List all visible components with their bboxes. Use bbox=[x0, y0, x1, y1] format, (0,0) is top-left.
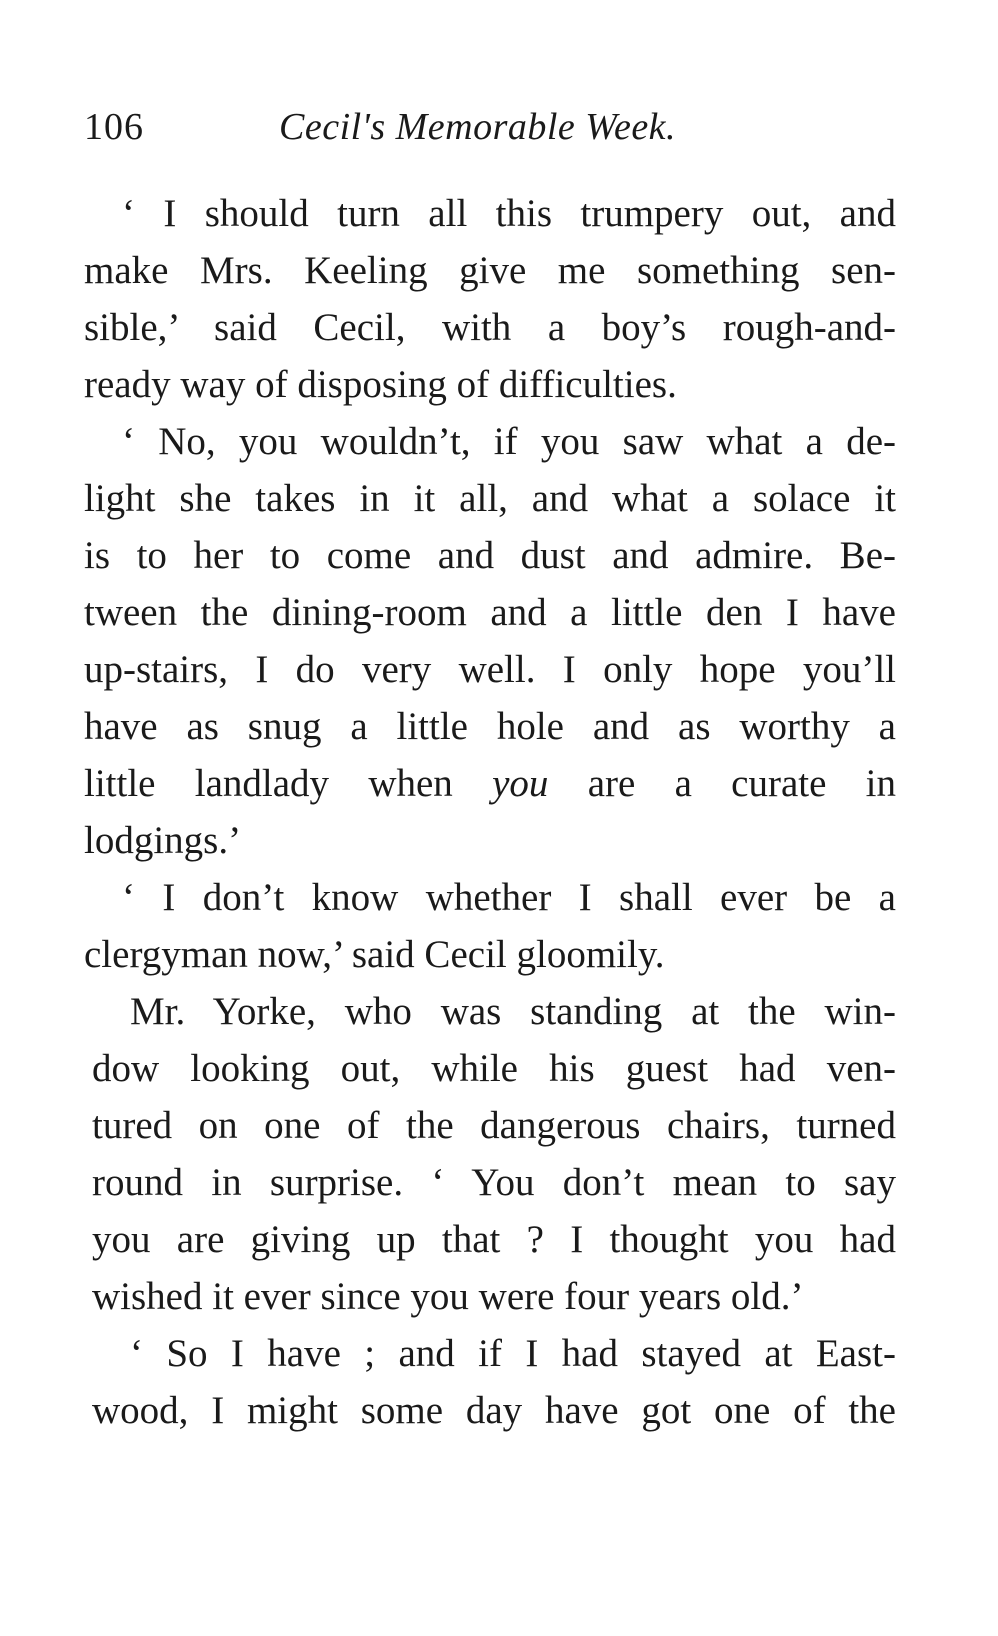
text-line: have as snug a little hole and as worthy a bbox=[84, 705, 896, 748]
text-line: ‘ No, you wouldn’t, if you saw what a de- bbox=[122, 420, 896, 463]
text-line: make Mrs. Keeling give me something sen- bbox=[84, 249, 896, 292]
text-line: ‘ So I have ; and if I had stayed at East- bbox=[130, 1332, 896, 1375]
text-line: ‘ I should turn all this trumpery out, and bbox=[122, 192, 896, 235]
text-segment: are a curate in bbox=[587, 762, 897, 805]
text-segment: little landlady when bbox=[84, 762, 453, 805]
emphasis-word: you bbox=[492, 762, 549, 805]
text-line: tween the dining-room and a little den I have bbox=[84, 591, 896, 634]
text-line: dow looking out, while his guest had ven- bbox=[92, 1047, 896, 1090]
text-line bbox=[84, 760, 896, 808]
page-number: 106 bbox=[84, 106, 144, 148]
text-line: ready way of disposing of difficulties. bbox=[84, 363, 677, 406]
text-line: round in surprise. ‘ You don’t mean to say bbox=[92, 1161, 896, 1204]
text-line: tured on one of the dangerous chairs, turned bbox=[92, 1104, 896, 1147]
text-line: light she takes in it all, and what a solace it bbox=[84, 477, 896, 520]
text-line: sible,’ said Cecil, with a boy’s rough-and- bbox=[84, 306, 896, 349]
text-line: wood, I might some day have got one of the bbox=[92, 1389, 896, 1432]
text-line: ‘ I don’t know whether I shall ever be a bbox=[122, 876, 896, 919]
text-line: lodgings.’ bbox=[84, 819, 242, 862]
text-line: Mr. Yorke, who was standing at the win- bbox=[130, 990, 896, 1033]
running-head bbox=[84, 105, 724, 165]
text-line: clergyman now,’ said Cecil gloomily. bbox=[84, 933, 665, 976]
running-title: Cecil's Memorable Week. bbox=[279, 106, 677, 148]
text-line: is to her to come and dust and admire. Be- bbox=[84, 534, 896, 577]
text-line: wished it ever since you were four years old.’ bbox=[92, 1275, 804, 1318]
text-line: you are giving up that ? I thought you had bbox=[92, 1218, 896, 1261]
text-line: up-stairs, I do very well. I only hope you’ll bbox=[84, 648, 896, 691]
